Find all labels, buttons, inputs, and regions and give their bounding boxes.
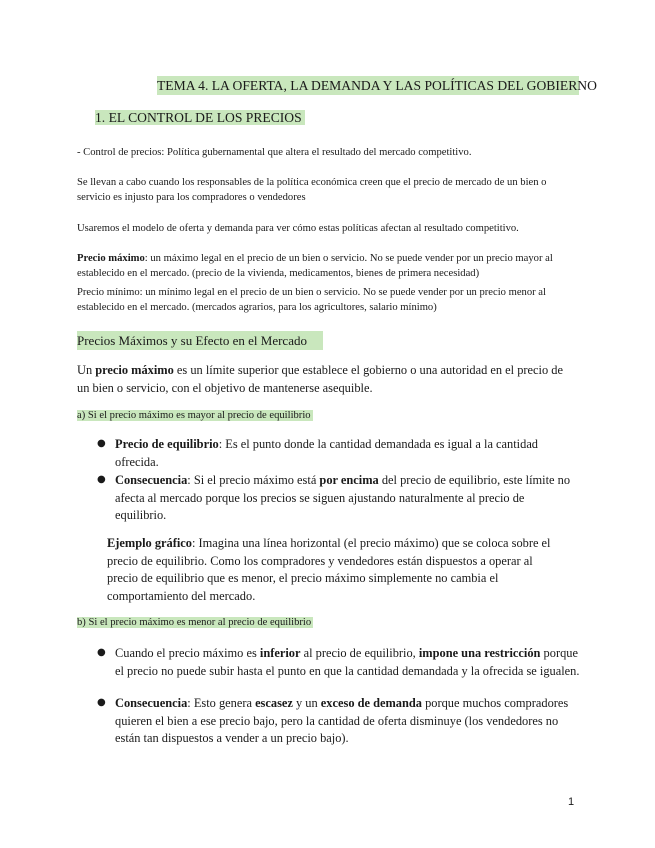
bullet-icon: ● [97,438,106,449]
page-title: TEMA 4. LA OFERTA, LA DEMANDA Y LAS POLÍTICAS DEL GOBIERNO [157,78,597,93]
paragraph-ejemplo-grafico: Ejemplo gráfico: Imagina una línea horizontal (el precio máximo) que se coloca sobre el precio de equilibrio. Como los compradores y vendedores están dispuestos a operar al precio de equilibrio que es menor, el precio máximo simplemente no cambia el comportamiento del mercado. [107,536,551,603]
bullet-icon: ● [97,474,106,485]
list-item-consecuencia-a: Consecuencia: Si el precio máximo está por encima del precio de equilibrio, este límite no afecta al mercado porque los precios se siguen ajustando naturalmente al precio de equilibrio. [115,473,571,523]
bullet-icon: ● [97,647,106,658]
paragraph-control-precios: - Control de precios: Política gubernamental que altera el resultado del mercado competitivo. [77,147,472,158]
paragraph-intro-precio-maximo: Un precio máximo es un límite superior que establece el gobierno o una autoridad en el precio de un bien o servicio, con el objetivo de mantenerse asequible. [77,363,563,395]
list-item-precio-equilibrio: Precio de equilibrio: Es el punto donde la cantidad demandada es igual a la cantidad ofrecida. [115,437,539,469]
term-precio-maximo: Precio máximo [77,253,145,264]
case-a-heading: a) Si el precio máximo es mayor al precio de equilibrio [77,410,311,421]
paragraph-precio-maximo-def: Precio máximo: un máximo legal en el precio de un bien o servicio. No se puede vender por un precio mayor al establecido en el mercado. (precio de la vivienda, medicamentos, bienes de primera necesidad) [77,253,553,280]
paragraph-modelo: Usaremos el modelo de oferta y demanda para ver cómo estas políticas afectan al resultado competitivo. [77,223,519,234]
section-heading-control-precios: 1. EL CONTROL DE LOS PRECIOS [95,108,305,127]
paragraph-precio-minimo-def: Precio mínimo: un mínimo legal en el precio de un bien o servicio. No se puede vender por un precio menor al establecido en el mercado. (mercados agrarios, para los agricultores, salario mínimo) [77,287,546,314]
bullet-icon: ● [97,697,106,708]
case-b-heading: b) Si el precio máximo es menor al precio de equilibrio [77,617,312,628]
subheading-precios-maximos: Precios Máximos y su Efecto en el Mercado [77,331,323,350]
paragraph-se-llevan: Se llevan a cabo cuando los responsables de la política económica creen que el precio de mercado de un bien o servicio es injusto para los compradores o vendedores [77,177,547,204]
list-item-consecuencia-b: Consecuencia: Esto genera escasez y un exceso de demanda porque muchos compradores quieren el bien a ese precio bajo, pero la cantidad de oferta disminuye (los vendedores no están tan dispuestos a vender a un precio bajo). [115,696,569,746]
page-number: 1 [568,796,575,808]
list-item-precio-inferior: Cuando el precio máximo es inferior al precio de equilibrio, impone una restricción porque el precio no puede subir hasta el punto en que la cantidad demandada y la ofrecida se igualen. [115,646,580,678]
